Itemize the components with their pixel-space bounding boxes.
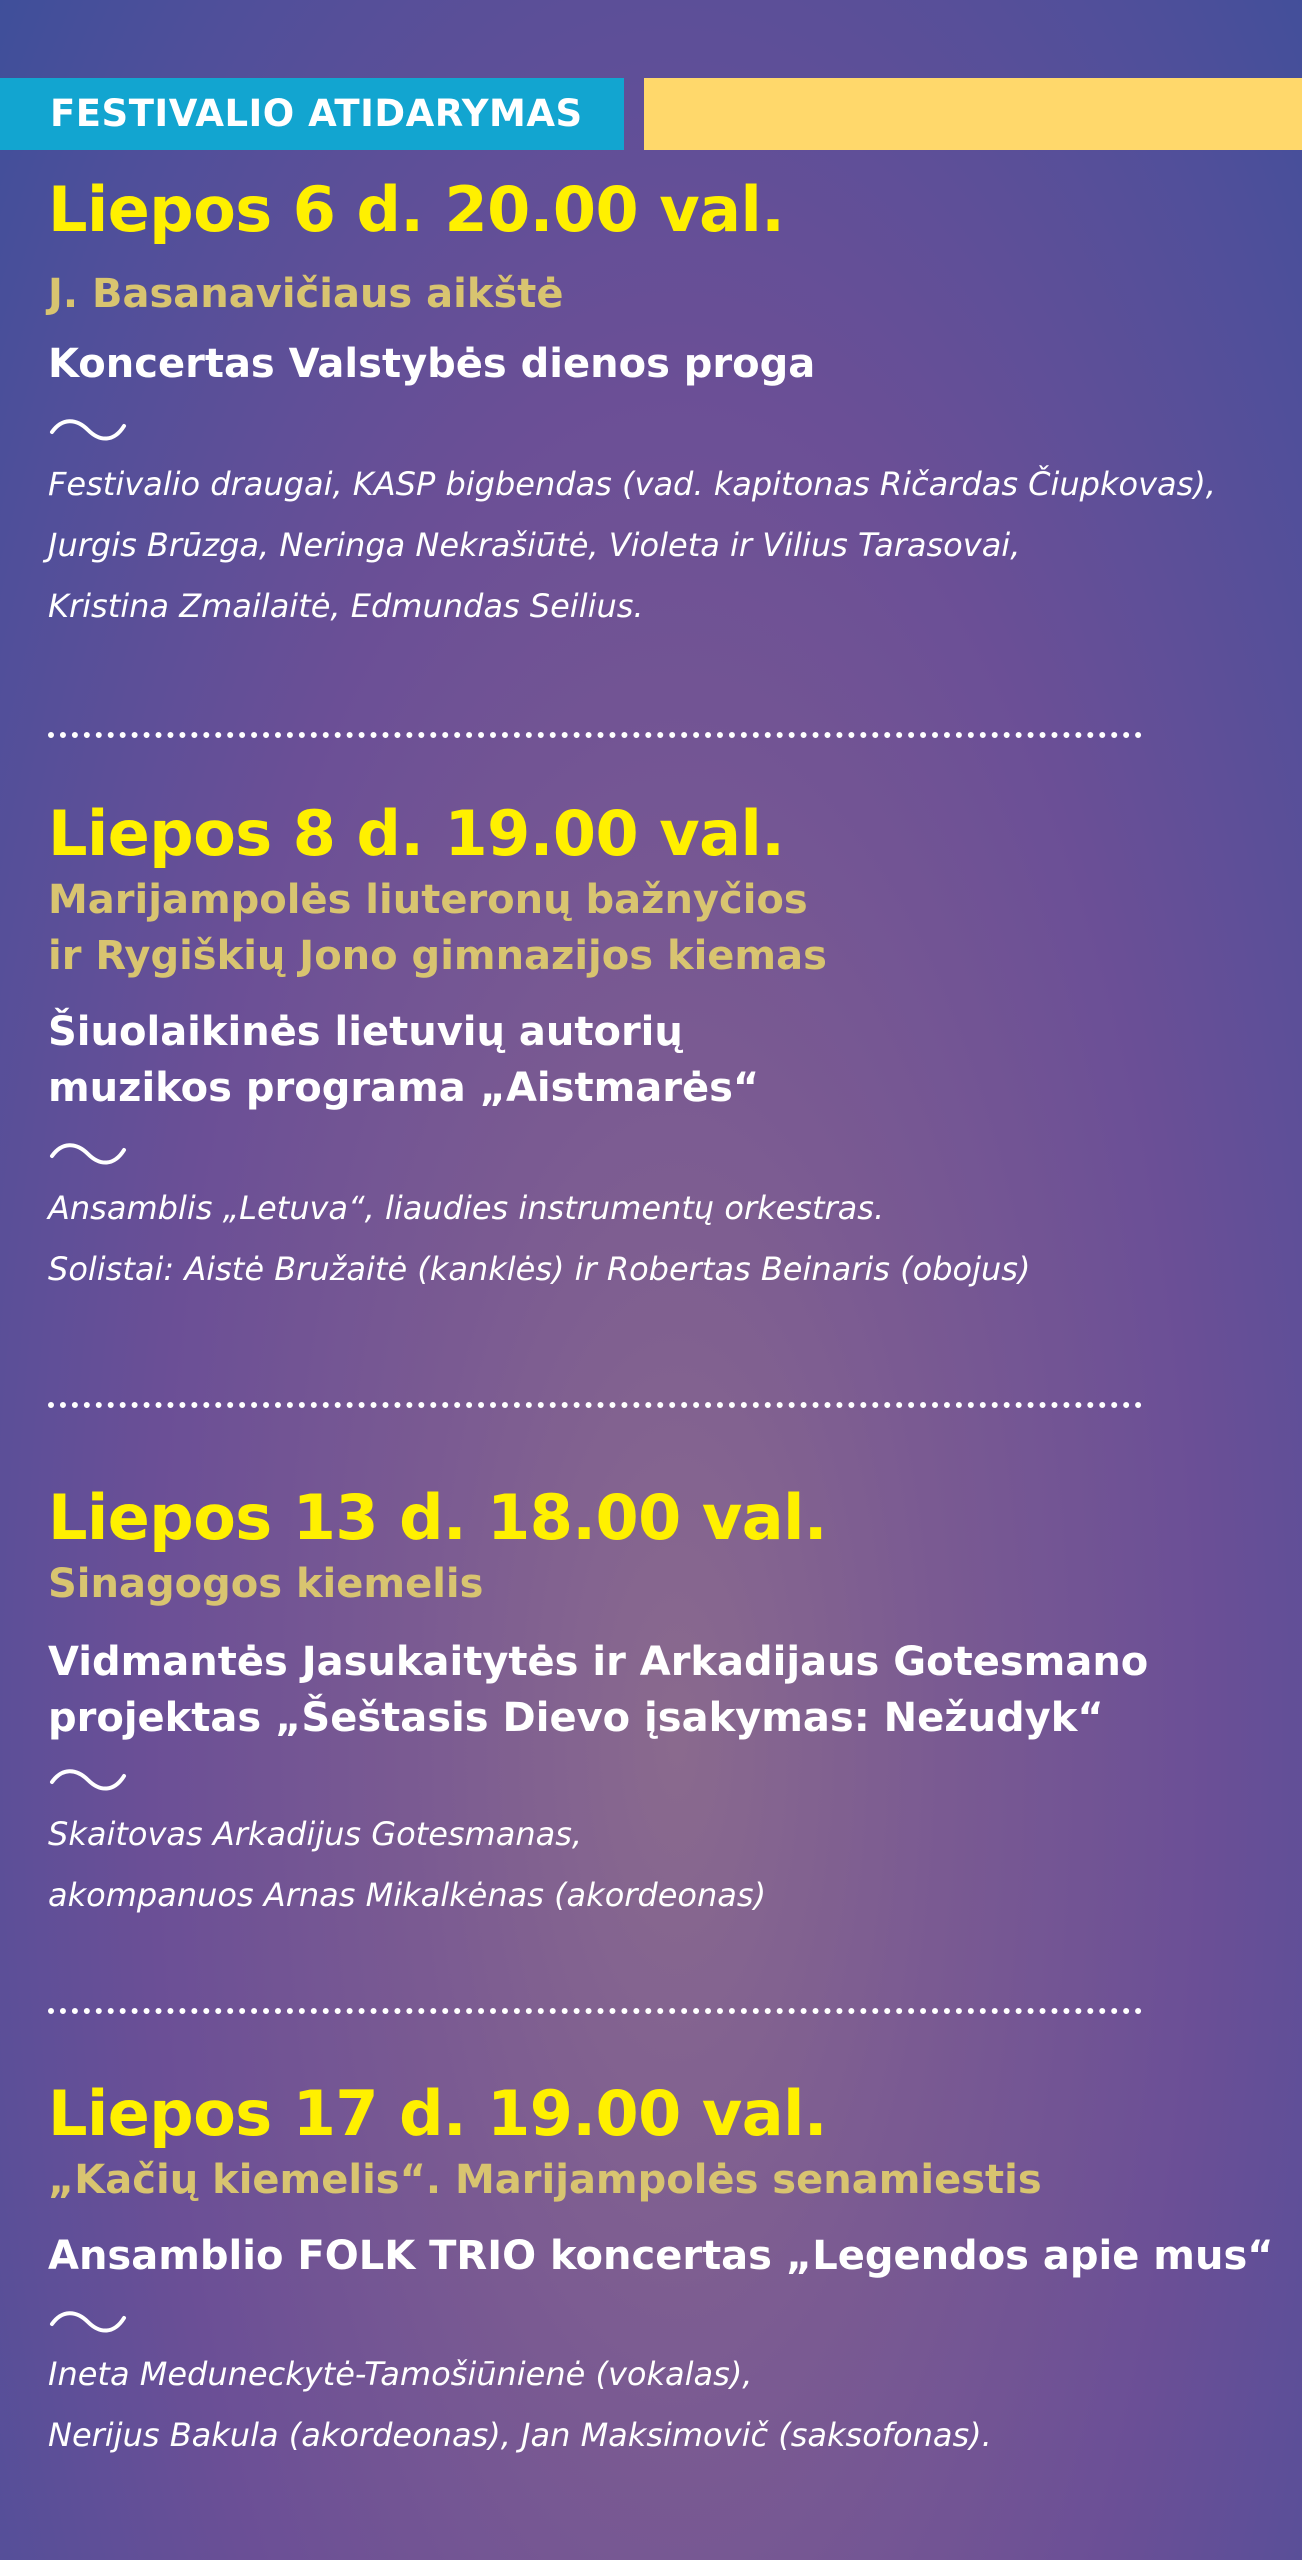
- event-date: Liepos 13 d. 18.00 val.: [48, 1481, 827, 1554]
- event-title: Koncertas Valstybės dienos proga: [48, 341, 816, 387]
- event-3: [48, 1480, 1278, 1926]
- event-title: Ansamblio FOLK TRIO koncertas „Legendos apie mus“: [48, 2233, 1274, 2279]
- event-date: Liepos 17 d. 19.00 val.: [48, 2077, 827, 2150]
- dotted-separator: [48, 2008, 1142, 2014]
- event-venue: Sinagogos kiemelis: [48, 1561, 484, 1607]
- event-title: Vidmantės Jasukaitytės ir Arkadijaus Gotesmano projektas „Šeštasis Dievo įsakymas: Nežudyk“: [48, 1639, 1149, 1741]
- event-date: Liepos 8 d. 19.00 val.: [48, 797, 785, 870]
- event-performers: Festivalio draugai, KASP bigbendas (vad. kapitonas Ričardas Čiupkovas), Jurgis Brūzga, Neringa Nekrašiūtė, Violeta ir Vilius Tarasovai, Kristina Zmailaitė, Edmundas Seilius.: [48, 465, 1216, 625]
- banner-accent-bar: [644, 78, 1302, 150]
- swirl-ornament-icon: [48, 1136, 128, 1170]
- event-performers: Ineta Meduneckytė-Tamošiūnienė (vokalas), Nerijus Bakula (akordeonas), Jan Maksimovič (saksofonas).: [48, 2355, 992, 2454]
- event-date: Liepos 6 d. 20.00 val.: [48, 173, 785, 246]
- event-2: [48, 796, 1278, 1300]
- swirl-ornament-icon: [48, 412, 128, 446]
- event-venue: Marijampolės liuteronų bažnyčios ir Rygiškių Jono gimnazijos kiemas: [48, 877, 827, 979]
- dotted-separator: [48, 1402, 1142, 1408]
- event-4: [48, 2076, 1278, 2466]
- banner-label: FESTIVALIO ATIDARYMAS: [0, 78, 624, 150]
- swirl-ornament-icon: [48, 2304, 128, 2338]
- event-1: [48, 172, 1278, 637]
- dotted-separator: [48, 732, 1142, 738]
- event-performers: Ansamblis „Letuva“, liaudies instrumentų orkestras. Solistai: Aistė Bružaitė (kanklės) ir Robertas Beinaris (obojus): [48, 1189, 1031, 1288]
- event-title: Šiuolaikinės lietuvių autorių muzikos programa „Aistmarės“: [48, 1009, 760, 1111]
- event-venue: „Kačių kiemelis“. Marijampolės senamiestis: [48, 2157, 1042, 2203]
- header-banner: [0, 78, 1302, 150]
- event-venue: J. Basanavičiaus aikštė: [48, 271, 564, 317]
- event-performers: Skaitovas Arkadijus Gotesmanas, akompanuos Arnas Mikalkėnas (akordeonas): [48, 1815, 767, 1914]
- swirl-ornament-icon: [48, 1762, 128, 1796]
